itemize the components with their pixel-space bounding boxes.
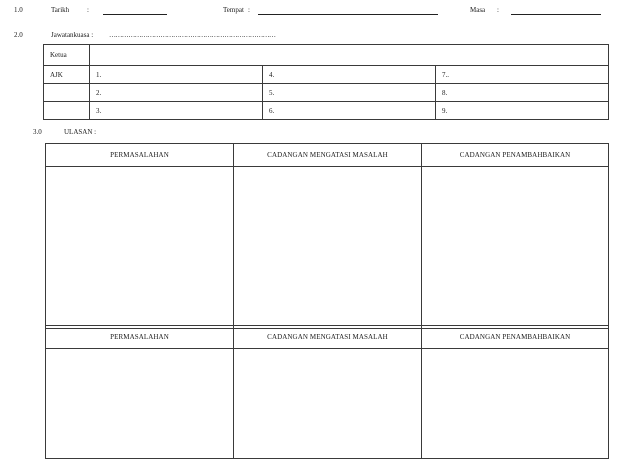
committee-table (43, 44, 609, 120)
tempat-field[interactable] (258, 14, 438, 15)
ajk-member-5[interactable]: 5. (263, 84, 436, 102)
ketua-label: Ketua (44, 45, 90, 66)
ajk-member-3[interactable]: 3. (90, 102, 263, 120)
tarikh-field[interactable] (103, 14, 167, 15)
review-table-1 (45, 143, 609, 329)
ajk-member-7[interactable]: 7.. (436, 66, 609, 84)
permasalahan-field[interactable] (46, 349, 234, 459)
ajk-member-1[interactable]: 1. (90, 66, 263, 84)
ketua-row (44, 45, 609, 66)
masa-colon: : (497, 6, 499, 14)
ajk-member-9[interactable]: 9. (436, 102, 609, 120)
ajk-row (44, 66, 609, 84)
section-3-number: 3.0 (33, 128, 42, 136)
ulasan-label: ULASAN : (64, 128, 97, 136)
jawatankuasa-dots: …………………………………………………………………… (109, 31, 276, 39)
permasalahan-field[interactable] (46, 167, 234, 329)
header-cadangan-penambahbaikan: CADANGAN PENAMBAHBAIKAN (422, 144, 609, 167)
masa-field[interactable] (511, 14, 601, 15)
ajk-label-empty (44, 102, 90, 120)
tempat-colon: : (248, 6, 250, 14)
ajk-row (44, 102, 609, 120)
header-permasalahan: PERMASALAHAN (46, 144, 234, 167)
masa-label: Masa (470, 6, 486, 14)
ajk-member-4[interactable]: 4. (263, 66, 436, 84)
header-cadangan-penambahbaikan: CADANGAN PENAMBAHBAIKAN (422, 326, 609, 349)
cadangan-mengatasi-masalah-field[interactable] (234, 167, 422, 329)
cadangan-penambahbaikan-field[interactable] (422, 167, 609, 329)
header-permasalahan: PERMASALAHAN (46, 326, 234, 349)
ajk-row (44, 84, 609, 102)
tarikh-colon: : (87, 6, 89, 14)
header-cadangan-mengatasi-masalah: CADANGAN MENGATASI MASALAH (234, 144, 422, 167)
ajk-label-empty (44, 84, 90, 102)
jawatankuasa-label: Jawatankuasa : (51, 31, 94, 39)
tempat-label: Tempat (223, 6, 244, 14)
ajk-member-8[interactable]: 8. (436, 84, 609, 102)
ajk-member-6[interactable]: 6. (263, 102, 436, 120)
ajk-label: AJK (44, 66, 90, 84)
section-2-number: 2.0 (14, 31, 23, 39)
cadangan-mengatasi-masalah-field[interactable] (234, 349, 422, 459)
ketua-field[interactable] (90, 45, 609, 66)
header-cadangan-mengatasi-masalah: CADANGAN MENGATASI MASALAH (234, 326, 422, 349)
section-1-number: 1.0 (14, 6, 23, 14)
cadangan-penambahbaikan-field[interactable] (422, 349, 609, 459)
review-table-2 (45, 325, 609, 459)
ajk-member-2[interactable]: 2. (90, 84, 263, 102)
tarikh-label: Tarikh (51, 6, 70, 14)
